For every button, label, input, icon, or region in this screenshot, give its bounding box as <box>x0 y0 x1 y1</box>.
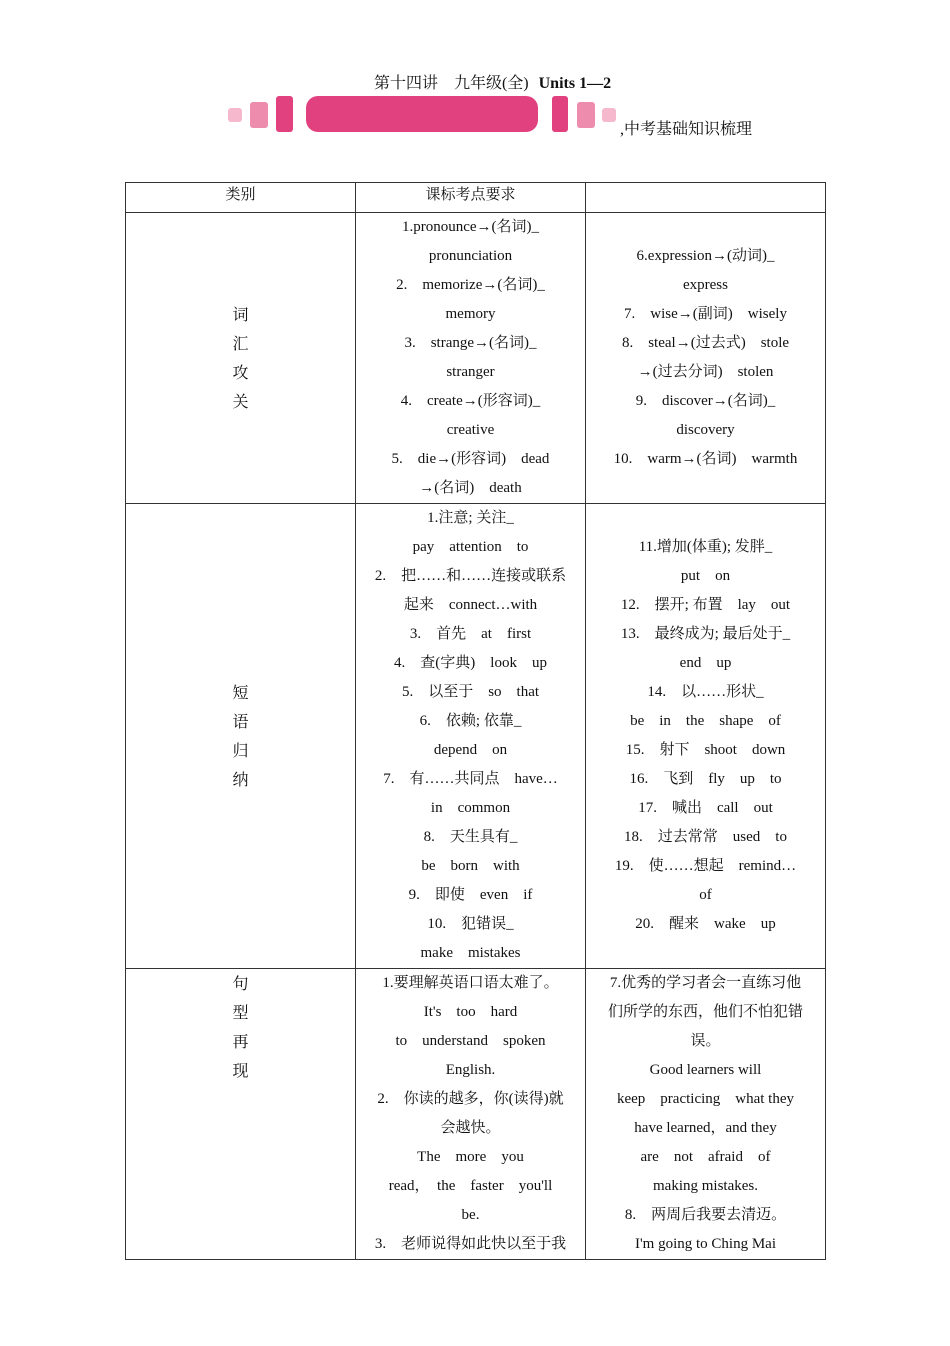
table-row <box>126 969 826 1260</box>
content-cell <box>356 504 586 969</box>
table-line: 5. 以至于 so that <box>401 684 540 700</box>
category-cell <box>126 504 356 969</box>
table-line: 9. discover→(名词)_ <box>635 393 776 409</box>
category-cell <box>126 213 356 504</box>
table-line: 8. 两周后我要去清迈。 <box>624 1207 787 1223</box>
table-line: 18. 过去常常 used to <box>624 829 787 845</box>
table-line: →(过去分词) stolen <box>637 364 774 380</box>
knowledge-table <box>125 182 826 1260</box>
category-char: 归 <box>232 741 249 760</box>
table-line: 1.pronounce→(名词)_ <box>401 219 540 235</box>
table-line: 1.注意; 关注_ <box>427 510 514 526</box>
table-line: pronunciation <box>428 248 513 264</box>
table-line: make mistakes <box>420 945 521 961</box>
section-banner <box>0 96 950 136</box>
table-line: English. <box>445 1062 496 1078</box>
table-row <box>126 504 826 969</box>
table-line: 10. warm→(名词) warmth <box>613 451 798 467</box>
table-line: creative <box>446 422 495 438</box>
table-line: put on <box>680 568 731 584</box>
banner-square-decor <box>552 96 568 132</box>
table-line: 会越快。 <box>440 1120 501 1136</box>
category-char: 再 <box>232 1032 249 1051</box>
table-line: making mistakes. <box>653 1178 758 1194</box>
table-line: 6. 依赖; 依靠_ <box>419 713 522 729</box>
content-cell <box>586 213 826 504</box>
table-line: 2. memorize→(名词)_ <box>396 277 545 293</box>
table-line: 11.增加(体重); 发胖_ <box>638 539 773 555</box>
table-line: The more you <box>417 1149 524 1165</box>
units-title: Units 1—2 <box>538 75 612 92</box>
table-line <box>594 504 817 533</box>
table-header-row <box>126 183 826 213</box>
table-line <box>594 474 817 503</box>
table-line: 12. 摆开; 布置 lay out <box>620 597 791 613</box>
content-cell <box>356 969 586 1260</box>
table-line: 4. create→(形容词)_ <box>400 393 541 409</box>
table-line <box>594 939 817 968</box>
category-char: 攻 <box>232 363 249 382</box>
table-line: pay attention to <box>412 539 529 555</box>
header-title <box>0 70 950 93</box>
category-char: 词 <box>232 305 249 324</box>
table-line: be. <box>461 1207 480 1223</box>
content-cell <box>586 504 826 969</box>
table-line: to understand spoken <box>395 1033 546 1049</box>
table-line: be in the shape of <box>630 713 781 729</box>
table-line: 15. 射下 shoot down <box>625 742 786 758</box>
table-line: 10. 犯错误_ <box>427 916 514 932</box>
table-line: 起来 connect…with <box>403 597 538 613</box>
table-line: express <box>683 277 728 293</box>
table-line: end up <box>679 655 732 671</box>
header-empty <box>586 183 826 213</box>
table-line: 1.要理解英语口语太难了。 <box>382 975 559 991</box>
table-line: of <box>699 887 712 903</box>
banner-square-decor <box>276 96 293 132</box>
table-line: It's too hard <box>423 1004 518 1020</box>
lecture-title: 第十四讲 九年级(全) <box>373 75 529 92</box>
table-line: 5. die→(形容词) dead <box>391 451 550 467</box>
table-line: 误。 <box>690 1033 721 1049</box>
table-line: 8. 天生具有_ <box>423 829 518 845</box>
table-line: 16. 飞到 fly up to <box>629 771 782 787</box>
banner-pill <box>306 96 538 132</box>
banner-square-decor <box>250 102 268 128</box>
table-line: 2. 把……和……连接或联系 <box>374 568 567 584</box>
table-line: memory <box>445 306 496 322</box>
table-line: 17. 喊出 call out <box>638 800 773 816</box>
category-char: 句 <box>232 974 249 993</box>
banner-square-decor <box>577 102 595 128</box>
table-line: in common <box>430 800 511 816</box>
table-line: 7.优秀的学习者会一直练习他 <box>609 975 802 991</box>
banner-square-decor <box>228 108 242 122</box>
category-cell <box>126 969 356 1260</box>
category-char: 现 <box>232 1061 249 1080</box>
content-cell <box>586 969 826 1260</box>
table-line: 8. steal→(过去式) stole <box>621 335 790 351</box>
category-char: 型 <box>232 1003 249 1022</box>
table-line: are not afraid of <box>640 1149 771 1165</box>
table-line: discovery <box>676 422 735 438</box>
table-line: →(名词) death <box>419 480 522 496</box>
header-requirements: 课标考点要求 <box>356 183 586 213</box>
table-line: I'm going to Ching Mai <box>634 1236 777 1252</box>
table-line: 3. 首先 at first <box>409 626 532 642</box>
table-line: have learned，and they <box>634 1120 777 1136</box>
table-row <box>126 213 826 504</box>
table-line: 19. 使……想起 remind… <box>614 858 797 874</box>
table-line: 13. 最终成为; 最后处于_ <box>620 626 791 642</box>
category-char: 短 <box>232 683 249 702</box>
banner-square-decor <box>602 108 616 122</box>
category-char: 汇 <box>232 334 249 353</box>
table-line: 20. 醒来 wake up <box>635 916 776 932</box>
table-line: 7. wise→(副词) wisely <box>624 306 787 322</box>
table-line: 4. 查(字典) look up <box>394 655 547 671</box>
content-cell <box>356 213 586 504</box>
table-line: stranger <box>446 364 495 380</box>
category-char: 纳 <box>232 770 249 789</box>
table-line: 3. 老师说得如此快以至于我 <box>374 1236 567 1252</box>
section-caption: ,中考基础知识梳理 <box>620 121 753 138</box>
header-category: 类别 <box>126 183 356 213</box>
table-line: read， the faster you'll <box>388 1178 553 1194</box>
table-line: depend on <box>433 742 508 758</box>
table-line: 2. 你读的越多，你(读得)就 <box>377 1091 564 1107</box>
category-char: 关 <box>232 392 249 411</box>
table-line: 14. 以……形状_ <box>647 684 764 700</box>
table-line: 9. 即使 even if <box>408 887 533 903</box>
table-line: 们所学的东西，他们不怕犯错 <box>607 1004 803 1020</box>
table-line: keep practicing what they <box>616 1091 795 1107</box>
table-line: 6.expression→(动词)_ <box>636 248 775 264</box>
table-line: 7. 有……共同点 have… <box>383 771 558 787</box>
table-line: Good learners will <box>649 1062 762 1078</box>
category-char: 语 <box>232 712 249 731</box>
table-line: 3. strange→(名词)_ <box>404 335 537 351</box>
table-line: be born with <box>421 858 520 874</box>
table-line <box>594 213 817 242</box>
